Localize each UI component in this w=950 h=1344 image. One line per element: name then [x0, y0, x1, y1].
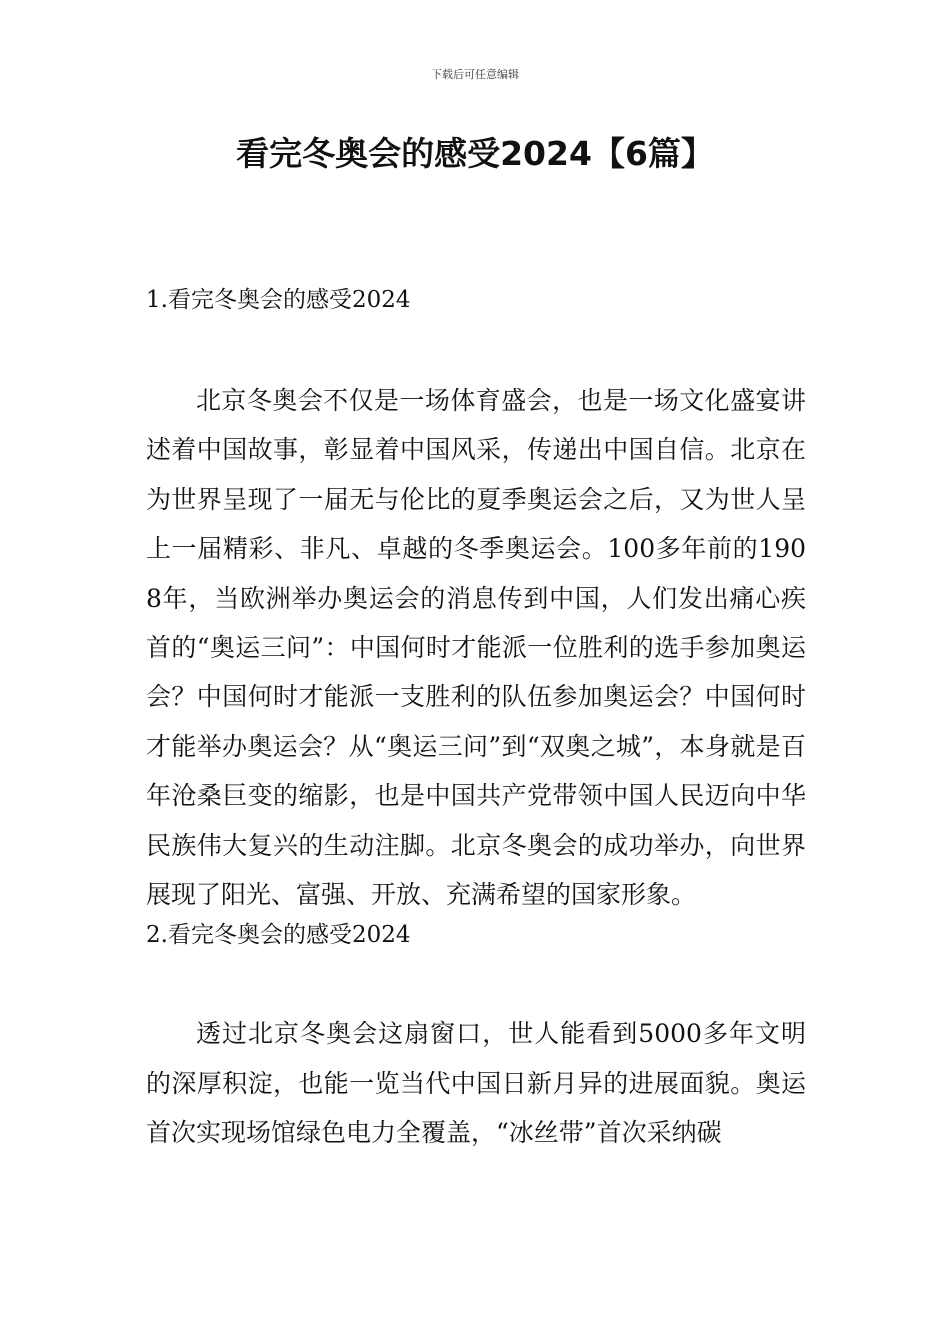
section-1: [146, 284, 806, 919]
section-2: [146, 919, 806, 1157]
section-2-paragraph: 透过北京冬奥会这扇窗口，世人能看到5000多年文明的深厚积淀，也能一览当代中国日新月异的进展面貌。奥运首次实现场馆绿色电力全覆盖，“冰丝带”首次采纳碳: [146, 1019, 806, 1148]
document-body: [146, 284, 806, 1158]
section-2-heading: 2.看完冬奥会的感受2024: [146, 922, 411, 949]
section-1-paragraph: 北京冬奥会不仅是一场体育盛会，也是一场文化盛宴讲述着中国故事，彰显着中国风采，传递出中国自信。北京在为世界呈现了一届无与伦比的夏季奥运会之后，又为世人呈上一届精彩、非凡、卓越的冬季奥运会。100多年前的1908年，当欧洲举办奥运会的消息传到中国，人们发出痛心疾首的“奥运三问”：中国何时才能派一位胜利的选手参加奥运会？中国何时才能派一支胜利的队伍参加奥运会？中国何时才能举办奥运会？从“奥运三问”到“双奥之城”，本身就是百年沧桑巨变的缩影，也是中国共产党带领中国人民迈向中华民族伟大复兴的生动注脚。北京冬奥会的成功举办，向世界展现了阳光、富强、开放、充满希望的国家形象。: [146, 386, 806, 910]
document-title: 看完冬奥会的感受2024【6篇】: [236, 134, 714, 173]
header-note: 下载后可任意编辑: [431, 68, 519, 81]
section-1-heading: 1.看完冬奥会的感受2024: [146, 287, 411, 313]
